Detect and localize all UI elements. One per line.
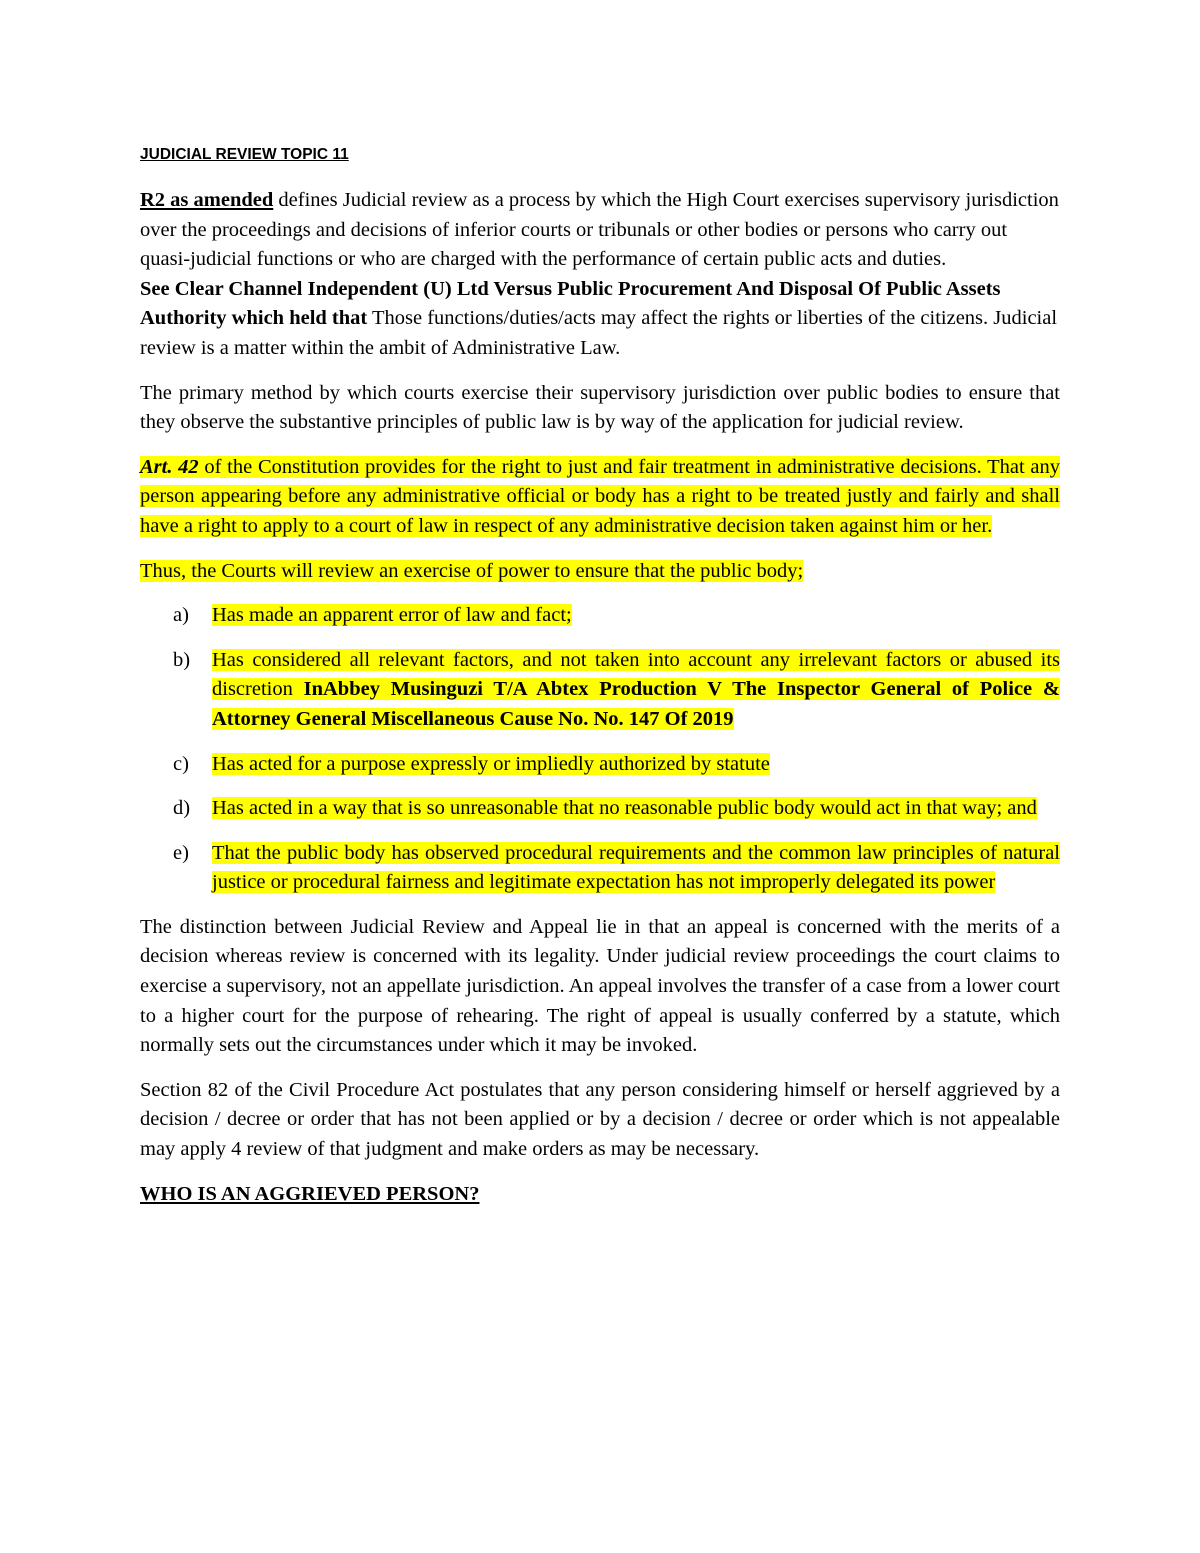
list-item-text: Has acted for a purpose expressly or impliedly authorized by statute [212,752,770,775]
paragraph-article-42 [140,453,1060,542]
paragraph-r2-definition [140,186,1060,275]
clear-channel-text: Those functions/duties/acts may affect the rights or liberties of the citizens. Judicial review is a matter within the ambit of Administrative Law. [140,307,1058,359]
paragraph-courts-review [140,557,1060,587]
courts-review-text: Thus, the Courts will review an exercise of power to ensure that the public body; [140,559,804,582]
list-item-c [140,750,1060,780]
section-heading-aggrieved-person: WHO IS AN AGGRIEVED PERSON? [140,1182,480,1205]
case-citation-clear-channel: See Clear Channel Independent (U) Ltd Versus Public Procurement And Disposal Of Public Assets Authority which held that [140,277,1001,330]
list-item-text: Has considered all relevant factors, and not taken into account any irrelevant factors or abused its discretion [212,648,1060,701]
paragraph-clear-channel [140,275,1060,364]
article-42-reference: Art. 42 [140,455,199,478]
list-label: a) [173,604,189,627]
case-citation-musinguzi: InAbbey Musinguzi T/A Abtex Production V The Inspector General of Police & Attorney General Miscellaneous Cause No. No. 147 Of 2019 [212,678,1060,730]
list-label: b) [173,648,191,671]
list-item-text: Has made an apparent error of law and fact; [212,604,572,627]
list-item-a [140,601,1060,631]
list-item-b [140,646,1060,735]
list-label: c) [173,752,189,775]
list-label: e) [173,841,189,864]
article-42-text: of the Constitution provides for the right to just and fair treatment in administrative decisions. That any person appearing before any administrative official or body has a right to be treated justly and fairly and shall have a right to apply to a court of law in respect of any administrative decision taken against him or her. [140,455,1060,537]
paragraph-primary-method: The primary method by which courts exercise their supervisory jurisdiction over public bodies to ensure that they observe the substantive principles of public law is by way of the application for judicial review. [140,381,1060,434]
paragraph-section-82: Section 82 of the Civil Procedure Act postulates that any person considering himself or herself aggrieved by a decision / decree or order that has not been applied or by a decision / decree or order which is not appealable may apply 4 review of that judgment and make orders as may be necessary. [140,1078,1060,1161]
list-item-text: Has acted in a way that is so unreasonable that no reasonable public body would act in that way; and [212,797,1037,820]
r2-definition-text: defines Judicial review as a process by which the High Court exercises supervisory jurisdiction over the proceedings and decisions of inferior courts or tribunals or other bodies or persons who carry out quasi-judicial functions or who are charged with the performance of certain public acts and duties. [140,189,1059,271]
r2-reference: R2 as amended [140,189,274,211]
list-item-e [140,839,1060,898]
list-item-highlight [212,649,1060,730]
paragraph-review-vs-appeal: The distinction between Judicial Review and Appeal lie in that an appeal is concerned with the merits of a decision whereas review is concerned with its legality. Under judicial review proceedings the court claims to exercise a supervisory, not an appellate jurisdiction. An appeal involves the transfer of a case from a lower court to a higher court for the purpose of rehearing. The right of appeal is usually conferred by a statute, which normally sets out the circumstances under which it may be invoked. [140,915,1060,1057]
list-label: d) [173,797,191,820]
document-title: JUDICIAL REVIEW TOPIC 11 [140,146,349,163]
document-body [140,143,1060,1209]
list-item-d [140,794,1060,824]
article-42-highlight [140,456,1060,537]
review-grounds-list [140,601,1060,898]
list-item-text: That the public body has observed procedural requirements and the common law principles of natural justice or procedural fairness and legitimate expectation has not improperly delegated its power [212,841,1060,894]
